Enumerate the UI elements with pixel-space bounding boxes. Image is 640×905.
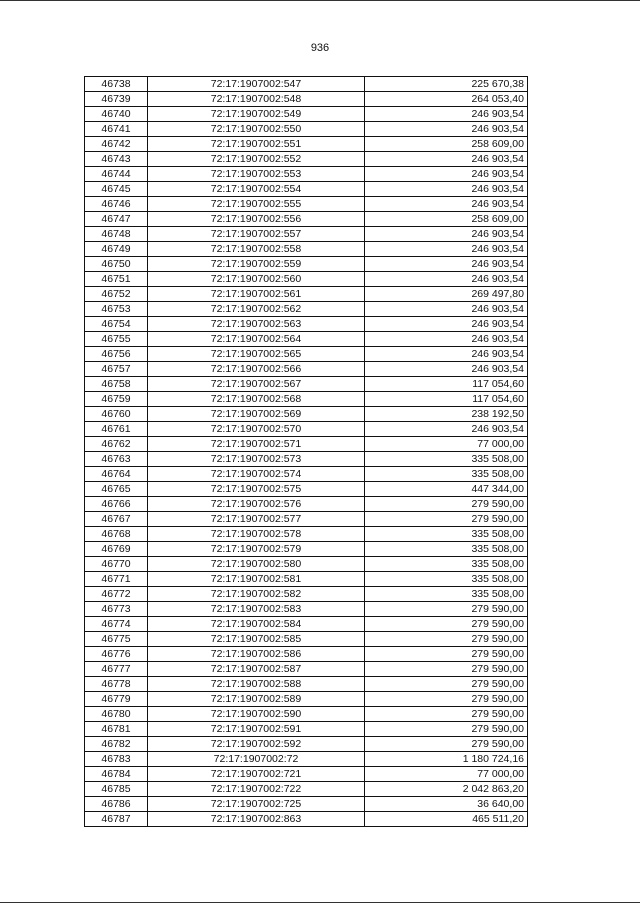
record-number-cell: 46783: [85, 752, 148, 767]
table-row: [85, 782, 528, 797]
table-row: [85, 482, 528, 497]
value-cell: 1 180 724,16: [365, 752, 528, 767]
value-cell: 246 903,54: [365, 122, 528, 137]
table-row: [85, 422, 528, 437]
table-row: [85, 722, 528, 737]
table-row: [85, 647, 528, 662]
cadastral-number-cell: 72:17:1907002:725: [148, 797, 365, 812]
value-cell: 246 903,54: [365, 347, 528, 362]
cadastral-number-cell: 72:17:1907002:549: [148, 107, 365, 122]
table-row: [85, 437, 528, 452]
record-number-cell: 46771: [85, 572, 148, 587]
table-row: [85, 767, 528, 782]
record-number-cell: 46745: [85, 182, 148, 197]
table-row: [85, 587, 528, 602]
value-cell: 246 903,54: [365, 302, 528, 317]
value-cell: 246 903,54: [365, 107, 528, 122]
value-cell: 246 903,54: [365, 197, 528, 212]
records-table: [84, 76, 528, 827]
table-row: [85, 557, 528, 572]
record-number-cell: 46764: [85, 467, 148, 482]
table-row: [85, 317, 528, 332]
record-number-cell: 46762: [85, 437, 148, 452]
record-number-cell: 46757: [85, 362, 148, 377]
cadastral-number-cell: 72:17:1907002:575: [148, 482, 365, 497]
record-number-cell: 46776: [85, 647, 148, 662]
record-number-cell: 46744: [85, 167, 148, 182]
cadastral-number-cell: 72:17:1907002:570: [148, 422, 365, 437]
cadastral-number-cell: 72:17:1907002:557: [148, 227, 365, 242]
cadastral-number-cell: 72:17:1907002:560: [148, 272, 365, 287]
record-number-cell: 46780: [85, 707, 148, 722]
table-row: [85, 407, 528, 422]
cadastral-number-cell: 72:17:1907002:591: [148, 722, 365, 737]
cadastral-number-cell: 72:17:1907002:564: [148, 332, 365, 347]
value-cell: 279 590,00: [365, 512, 528, 527]
value-cell: 258 609,00: [365, 212, 528, 227]
record-number-cell: 46765: [85, 482, 148, 497]
value-cell: 246 903,54: [365, 422, 528, 437]
table-row: [85, 602, 528, 617]
table-row: [85, 212, 528, 227]
value-cell: 77 000,00: [365, 437, 528, 452]
value-cell: 246 903,54: [365, 332, 528, 347]
cadastral-number-cell: 72:17:1907002:581: [148, 572, 365, 587]
value-cell: 279 590,00: [365, 707, 528, 722]
record-number-cell: 46781: [85, 722, 148, 737]
table-row: [85, 662, 528, 677]
record-number-cell: 46772: [85, 587, 148, 602]
record-number-cell: 46787: [85, 812, 148, 827]
value-cell: 279 590,00: [365, 662, 528, 677]
cadastral-number-cell: 72:17:1907002:565: [148, 347, 365, 362]
cadastral-number-cell: 72:17:1907002:590: [148, 707, 365, 722]
table-row: [85, 512, 528, 527]
record-number-cell: 46741: [85, 122, 148, 137]
table-row: [85, 257, 528, 272]
table-row: [85, 497, 528, 512]
cadastral-number-cell: 72:17:1907002:588: [148, 677, 365, 692]
value-cell: 246 903,54: [365, 242, 528, 257]
table-row: [85, 812, 528, 827]
cadastral-number-cell: 72:17:1907002:569: [148, 407, 365, 422]
record-number-cell: 46785: [85, 782, 148, 797]
value-cell: 246 903,54: [365, 317, 528, 332]
record-number-cell: 46755: [85, 332, 148, 347]
table-row: [85, 677, 528, 692]
top-scan-edge: [0, 0, 640, 1]
records-table-body: [85, 77, 528, 827]
cadastral-number-cell: 72:17:1907002:579: [148, 542, 365, 557]
cadastral-number-cell: 72:17:1907002:553: [148, 167, 365, 182]
cadastral-number-cell: 72:17:1907002:577: [148, 512, 365, 527]
value-cell: 264 053,40: [365, 92, 528, 107]
value-cell: 246 903,54: [365, 227, 528, 242]
cadastral-number-cell: 72:17:1907002:589: [148, 692, 365, 707]
record-number-cell: 46747: [85, 212, 148, 227]
value-cell: 246 903,54: [365, 152, 528, 167]
cadastral-number-cell: 72:17:1907002:562: [148, 302, 365, 317]
table-row: [85, 92, 528, 107]
table-row: [85, 107, 528, 122]
value-cell: 77 000,00: [365, 767, 528, 782]
record-number-cell: 46748: [85, 227, 148, 242]
value-cell: 279 590,00: [365, 692, 528, 707]
record-number-cell: 46773: [85, 602, 148, 617]
record-number-cell: 46774: [85, 617, 148, 632]
cadastral-number-cell: 72:17:1907002:574: [148, 467, 365, 482]
value-cell: 279 590,00: [365, 617, 528, 632]
table-row: [85, 347, 528, 362]
value-cell: 335 508,00: [365, 467, 528, 482]
table-row: [85, 167, 528, 182]
table-row: [85, 227, 528, 242]
record-number-cell: 46763: [85, 452, 148, 467]
cadastral-number-cell: 72:17:1907002:587: [148, 662, 365, 677]
table-row: [85, 287, 528, 302]
cadastral-number-cell: 72:17:1907002:580: [148, 557, 365, 572]
record-number-cell: 46743: [85, 152, 148, 167]
table-row: [85, 752, 528, 767]
cadastral-number-cell: 72:17:1907002:566: [148, 362, 365, 377]
cadastral-number-cell: 72:17:1907002:547: [148, 77, 365, 92]
cadastral-number-cell: 72:17:1907002:555: [148, 197, 365, 212]
cadastral-number-cell: 72:17:1907002:558: [148, 242, 365, 257]
table-row: [85, 377, 528, 392]
record-number-cell: 46784: [85, 767, 148, 782]
record-number-cell: 46770: [85, 557, 148, 572]
record-number-cell: 46740: [85, 107, 148, 122]
cadastral-number-cell: 72:17:1907002:548: [148, 92, 365, 107]
value-cell: 117 054,60: [365, 392, 528, 407]
value-cell: 246 903,54: [365, 362, 528, 377]
cadastral-number-cell: 72:17:1907002:568: [148, 392, 365, 407]
record-number-cell: 46746: [85, 197, 148, 212]
cadastral-number-cell: 72:17:1907002:573: [148, 452, 365, 467]
value-cell: 279 590,00: [365, 497, 528, 512]
page-number: 936: [310, 42, 330, 54]
record-number-cell: 46749: [85, 242, 148, 257]
table-row: [85, 632, 528, 647]
record-number-cell: 46786: [85, 797, 148, 812]
value-cell: 269 497,80: [365, 287, 528, 302]
value-cell: 246 903,54: [365, 257, 528, 272]
record-number-cell: 46738: [85, 77, 148, 92]
value-cell: 246 903,54: [365, 167, 528, 182]
cadastral-number-cell: 72:17:1907002:72: [148, 752, 365, 767]
record-number-cell: 46750: [85, 257, 148, 272]
table-row: [85, 572, 528, 587]
value-cell: 246 903,54: [365, 272, 528, 287]
record-number-cell: 46751: [85, 272, 148, 287]
value-cell: 335 508,00: [365, 452, 528, 467]
value-cell: 335 508,00: [365, 572, 528, 587]
table-row: [85, 122, 528, 137]
table-row: [85, 797, 528, 812]
value-cell: 279 590,00: [365, 677, 528, 692]
cadastral-number-cell: 72:17:1907002:563: [148, 317, 365, 332]
table-row: [85, 77, 528, 92]
record-number-cell: 46758: [85, 377, 148, 392]
record-number-cell: 46779: [85, 692, 148, 707]
table-row: [85, 737, 528, 752]
table-row: [85, 692, 528, 707]
cadastral-number-cell: 72:17:1907002:559: [148, 257, 365, 272]
table-row: [85, 152, 528, 167]
record-number-cell: 46782: [85, 737, 148, 752]
value-cell: 258 609,00: [365, 137, 528, 152]
cadastral-number-cell: 72:17:1907002:551: [148, 137, 365, 152]
record-number-cell: 46752: [85, 287, 148, 302]
value-cell: 279 590,00: [365, 632, 528, 647]
value-cell: 465 511,20: [365, 812, 528, 827]
value-cell: 238 192,50: [365, 407, 528, 422]
table-row: [85, 362, 528, 377]
table-row: [85, 617, 528, 632]
value-cell: 2 042 863,20: [365, 782, 528, 797]
record-number-cell: 46767: [85, 512, 148, 527]
value-cell: 36 640,00: [365, 797, 528, 812]
value-cell: 117 054,60: [365, 377, 528, 392]
value-cell: 447 344,00: [365, 482, 528, 497]
table-row: [85, 182, 528, 197]
record-number-cell: 46778: [85, 677, 148, 692]
value-cell: 335 508,00: [365, 557, 528, 572]
record-number-cell: 46739: [85, 92, 148, 107]
value-cell: 225 670,38: [365, 77, 528, 92]
cadastral-number-cell: 72:17:1907002:584: [148, 617, 365, 632]
record-number-cell: 46769: [85, 542, 148, 557]
value-cell: 335 508,00: [365, 587, 528, 602]
table-row: [85, 332, 528, 347]
table-row: [85, 452, 528, 467]
cadastral-number-cell: 72:17:1907002:721: [148, 767, 365, 782]
table-row: [85, 137, 528, 152]
value-cell: 279 590,00: [365, 737, 528, 752]
table-row: [85, 467, 528, 482]
cadastral-number-cell: 72:17:1907002:576: [148, 497, 365, 512]
record-number-cell: 46768: [85, 527, 148, 542]
record-number-cell: 46760: [85, 407, 148, 422]
record-number-cell: 46766: [85, 497, 148, 512]
table-row: [85, 242, 528, 257]
record-number-cell: 46756: [85, 347, 148, 362]
table-row: [85, 197, 528, 212]
cadastral-number-cell: 72:17:1907002:567: [148, 377, 365, 392]
cadastral-number-cell: 72:17:1907002:552: [148, 152, 365, 167]
value-cell: 279 590,00: [365, 722, 528, 737]
table-row: [85, 302, 528, 317]
table-row: [85, 527, 528, 542]
cadastral-number-cell: 72:17:1907002:561: [148, 287, 365, 302]
cadastral-number-cell: 72:17:1907002:571: [148, 437, 365, 452]
record-number-cell: 46753: [85, 302, 148, 317]
value-cell: 335 508,00: [365, 527, 528, 542]
cadastral-number-cell: 72:17:1907002:592: [148, 737, 365, 752]
cadastral-number-cell: 72:17:1907002:585: [148, 632, 365, 647]
value-cell: 279 590,00: [365, 647, 528, 662]
cadastral-number-cell: 72:17:1907002:722: [148, 782, 365, 797]
value-cell: 335 508,00: [365, 542, 528, 557]
cadastral-number-cell: 72:17:1907002:554: [148, 182, 365, 197]
cadastral-number-cell: 72:17:1907002:582: [148, 587, 365, 602]
record-number-cell: 46742: [85, 137, 148, 152]
record-number-cell: 46775: [85, 632, 148, 647]
cadastral-number-cell: 72:17:1907002:586: [148, 647, 365, 662]
table-row: [85, 542, 528, 557]
value-cell: 246 903,54: [365, 182, 528, 197]
cadastral-number-cell: 72:17:1907002:556: [148, 212, 365, 227]
cadastral-number-cell: 72:17:1907002:583: [148, 602, 365, 617]
record-number-cell: 46761: [85, 422, 148, 437]
value-cell: 279 590,00: [365, 602, 528, 617]
table-row: [85, 272, 528, 287]
record-number-cell: 46759: [85, 392, 148, 407]
bottom-scan-edge: [0, 902, 640, 903]
cadastral-number-cell: 72:17:1907002:550: [148, 122, 365, 137]
record-number-cell: 46777: [85, 662, 148, 677]
record-number-cell: 46754: [85, 317, 148, 332]
table-row: [85, 392, 528, 407]
table-row: [85, 707, 528, 722]
cadastral-number-cell: 72:17:1907002:863: [148, 812, 365, 827]
cadastral-number-cell: 72:17:1907002:578: [148, 527, 365, 542]
